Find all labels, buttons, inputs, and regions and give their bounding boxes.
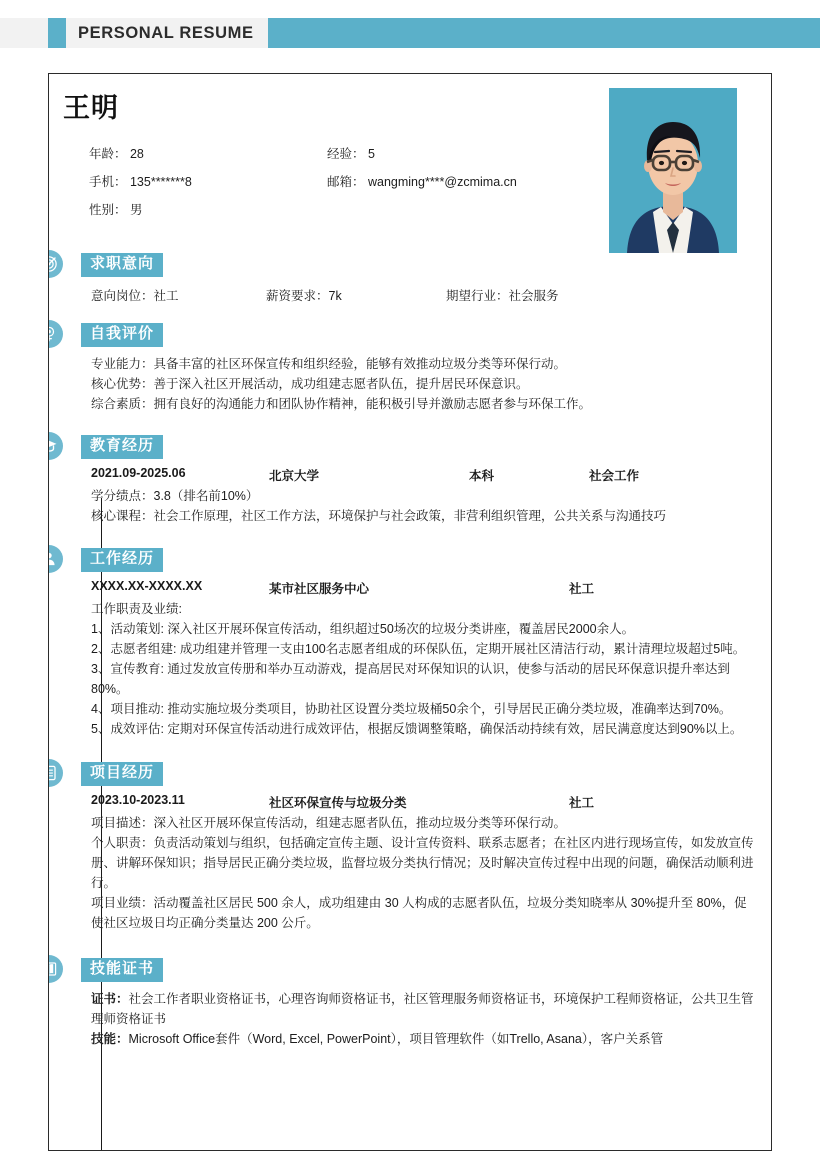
section-header xyxy=(49,432,771,462)
section-header xyxy=(49,759,771,789)
self-eval-line: 专业能力：具备丰富的社区环保宣传和组织经验，能够有效推动垃圾分类等环保行动。 xyxy=(91,357,567,371)
section-title-skills-certificates: 技能证书 xyxy=(81,958,163,982)
section-title-project-experience: 项目经历 xyxy=(81,762,163,786)
section-work-experience xyxy=(49,545,771,739)
section-title-job-intention: 求职意向 xyxy=(81,253,163,277)
section-header xyxy=(49,320,771,350)
education-gpa: 学分绩点：3.8（排名前10%） xyxy=(91,489,259,503)
section-body xyxy=(49,793,771,933)
info-age: 年龄： 28 xyxy=(89,147,144,161)
intention-salary: 薪资要求：7k xyxy=(266,289,342,303)
intention-row xyxy=(91,284,757,304)
work-item: 5、成效评估: 定期对环保宣传活动进行成效评估，根据反馈调整策略，确保活动持续有效，居民满意度达到90%以上。 xyxy=(91,722,743,736)
section-skills-certificates xyxy=(49,955,771,1049)
project-achievement: 项目业绩：活动覆盖社区居民 500 余人，成功组建由 30 人构成的志愿者队伍，垃圾分类知晓率从 30%提升至 80%，促使社区垃圾日均正确分类量达 200 公斤。 xyxy=(91,896,747,930)
info-phone: 手机： 135*******8 xyxy=(89,175,192,189)
book-icon xyxy=(48,955,63,983)
sections-container xyxy=(49,250,771,1049)
skills-label: 技能： xyxy=(91,1032,129,1046)
project-role: 社工 xyxy=(569,796,595,810)
project-duty: 个人职责：负责活动策划与组织，包括确定宣传主题、设计宣传资料、联系志愿者；在社区内进行现场宣传，如发放宣传册、讲解环保知识；指导居民正确分类垃圾，监督垃圾分类执行情况；及时解决宣传过程中出现的问题，确保活动顺利进行。 xyxy=(91,836,754,890)
project-date: 2023.10-2023.11 xyxy=(91,793,185,807)
resume-card xyxy=(48,73,772,1151)
section-body xyxy=(49,989,771,1049)
education-date: 2021.09-2025.06 xyxy=(91,466,186,480)
section-body xyxy=(49,354,771,414)
work-item: 1、活动策划: 深入社区开展环保宣传活动，组织超过50场次的垃圾分类讲座，覆盖居民2000余人。 xyxy=(91,622,635,636)
info-experience: 经验： 5 xyxy=(327,147,375,161)
project-record-header xyxy=(91,793,757,813)
section-job-intention xyxy=(49,250,771,304)
certificates-row xyxy=(91,989,757,1029)
education-record-header xyxy=(91,466,757,486)
skills-value: Microsoft Office套件（Word, Excel, PowerPoint），项目管理软件（如Trello, Asana），客户关系管 xyxy=(128,1032,664,1046)
work-item: 4、项目推动: 推动实施垃圾分类项目，协助社区设置分类垃圾桶50余个，引导居民正确分类垃圾，准确率达到70%。 xyxy=(91,702,732,716)
medal-icon xyxy=(48,320,63,348)
self-eval-line: 综合素质：拥有良好的沟通能力和团队协作精神，能积极引导并激励志愿者参与环保工作。 xyxy=(91,397,592,411)
project-name: 社区环保宣传与垃圾分类 xyxy=(269,796,407,810)
avatar xyxy=(609,88,737,253)
intention-industry: 期望行业：社会服务 xyxy=(446,289,559,303)
work-role: 社工 xyxy=(569,582,595,596)
intention-position: 意向岗位：社工 xyxy=(91,289,179,303)
education-degree: 本科 xyxy=(469,469,495,483)
person-icon xyxy=(48,545,63,573)
skills-row xyxy=(91,1029,757,1049)
banner-fill xyxy=(268,18,820,48)
section-body xyxy=(49,284,771,304)
banner-left-pad xyxy=(0,18,48,48)
work-subtitle: 工作职责及业绩: xyxy=(91,602,182,616)
work-item: 2、志愿者组建: 成功组建并管理一支由100名志愿者组成的环保队伍，定期开展社区清洁行动，累计清理垃圾超过5吨。 xyxy=(91,642,746,656)
banner-accent-tab xyxy=(48,18,66,48)
info-gender: 性别： 男 xyxy=(89,203,143,217)
section-header xyxy=(49,955,771,985)
section-project-experience xyxy=(49,759,771,933)
work-date: XXXX.XX-XXXX.XX xyxy=(91,579,203,593)
section-body xyxy=(49,466,771,526)
graduation-cap-icon xyxy=(48,432,63,460)
target-icon xyxy=(48,250,63,278)
section-header xyxy=(49,545,771,575)
education-school: 北京大学 xyxy=(269,469,320,483)
education-major: 社会工作 xyxy=(589,469,640,483)
section-header xyxy=(49,250,771,280)
banner-title-wrap xyxy=(66,18,268,48)
info-email: 邮箱： wangming****@zcmima.cn xyxy=(327,175,517,189)
section-self-evaluation xyxy=(49,320,771,414)
list-icon xyxy=(48,759,63,787)
section-title-work-experience: 工作经历 xyxy=(81,548,163,572)
page-title: PERSONAL RESUME xyxy=(78,23,254,42)
page-banner xyxy=(0,18,820,48)
certificates-label: 证书： xyxy=(91,992,129,1006)
work-record-header xyxy=(91,579,757,599)
section-title-self-evaluation: 自我评价 xyxy=(81,323,163,347)
work-company: 某市社区服务中心 xyxy=(269,582,370,596)
personal-info-block xyxy=(49,74,771,242)
education-courses: 核心课程：社会工作原理，社区工作方法，环境保护与社会政策，非营利组织管理，公共关系与沟通技巧 xyxy=(91,509,667,523)
personal-info-grid xyxy=(89,144,619,218)
section-title-education: 教育经历 xyxy=(81,435,163,459)
work-item: 3、宣传教育: 通过发放宣传册和举办互动游戏，提高居民对环保知识的认识，使参与活动的居民环保意识提升率达到80%。 xyxy=(91,662,730,696)
self-eval-line: 核心优势：善于深入社区开展活动，成功组建志愿者队伍，提升居民环保意识。 xyxy=(91,377,529,391)
candidate-name: 王明 xyxy=(63,93,119,123)
section-body xyxy=(49,579,771,739)
project-description: 项目描述：深入社区开展环保宣传活动，组建志愿者队伍，推动垃圾分类等环保行动。 xyxy=(91,816,567,830)
section-education xyxy=(49,432,771,526)
certificates-value: 社会工作者职业资格证书，心理咨询师资格证书，社区管理服务师资格证书，环境保护工程师资格证，公共卫生管理师资格证书 xyxy=(91,992,754,1026)
